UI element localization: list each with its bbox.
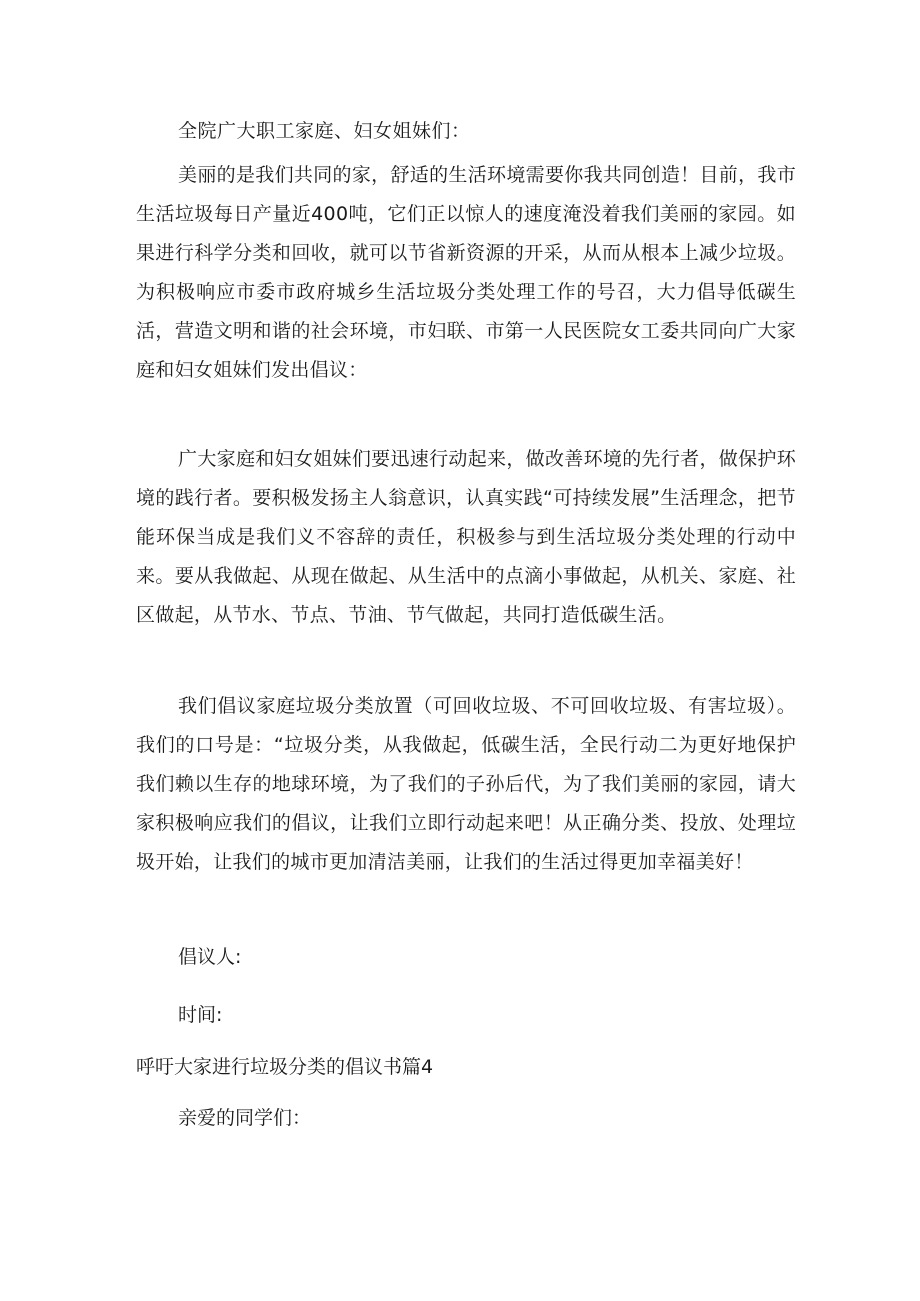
body-paragraph-2: 广大家庭和妇女姐妹们要迅速行动起来，做改善环境的先行者，做保护环境的践行者。要积极发扬主人翁意识，认真实践“可持续发展”生活理念，把节能环保当成是我们义不容辞的责任，积极参与到生活垃圾分类处理的行动中来。要从我做起、从现在做起、从生活中的点滴小事做起，从机关、家庭、社区做起，从节水、节点、节油、节气做起，共同打造低碳生活。 — [136, 448, 796, 626]
time-label: 时间: — [178, 1004, 223, 1026]
salutation-line: 亲爱的同学们： — [178, 1107, 312, 1129]
proposer-label: 倡议人: — [178, 946, 242, 968]
section-heading: 呼吁大家进行垃圾分类的倡议书篇4 — [136, 1056, 434, 1078]
greeting-line: 全院广大职工家庭、妇女姐妹们： — [178, 120, 471, 142]
body-paragraph-1: 美丽的是我们共同的家，舒适的生活环境需要你我共同创造！目前，我市生活垃圾每日产量近400吨，它们正以惊人的速度淹没着我们美丽的家园。如果进行科学分类和回收，就可以节省新资源的开采，从而从根本上减少垃圾。为积极响应市委市政府城乡生活垃圾分类处理工作的号召，大力倡导低碳生活，营造文明和谐的社会环境，市妇联、市第一人民医院女工委共同向广大家庭和妇女姐妹们发出倡议： — [136, 164, 796, 381]
body-paragraph-3: 我们倡议家庭垃圾分类放置（可回收垃圾、不可回收垃圾、有害垃圾）。我们的口号是：“垃圾分类，从我做起，低碳生活，全民行动二为更好地保护我们赖以生存的地球环境，为了我们的子孙后代，为了我们美丽的家园，请大家积极响应我们的倡议，让我们立即行动起来吧！从正确分类、投放、处理垃圾开始，让我们的城市更加清洁美丽，让我们的生活过得更加幸福美好！ — [136, 695, 796, 873]
